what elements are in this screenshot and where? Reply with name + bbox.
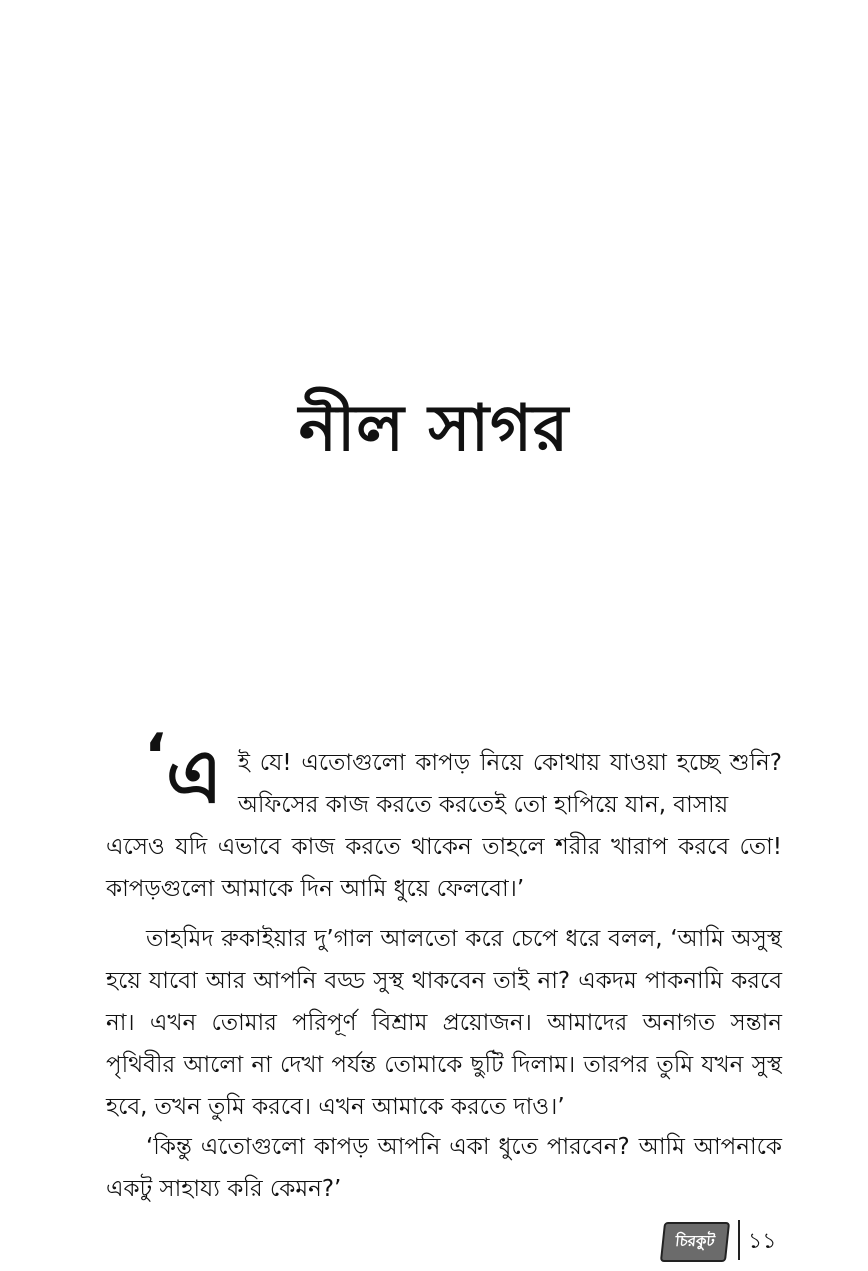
opening-paragraph-indented-lines <box>238 742 782 826</box>
text-line: অফিসের কাজ করতে করতেই তো হাপিয়ে যান, বাসায় <box>238 792 729 818</box>
paragraph-2 <box>106 918 782 1128</box>
footer-divider <box>738 1220 740 1260</box>
opening-quote-mark: ‘ <box>144 721 167 791</box>
text-line: হয়ে যাবো আর আপনি বড্ড সুস্থ থাকবেন তাই না? একদম পাকনামি করবে <box>106 968 782 994</box>
drop-cap-block <box>144 721 236 824</box>
page-number: ১১ <box>748 1229 777 1254</box>
publisher-logo-text: চিরকুট <box>674 1231 716 1250</box>
text-line: কাপড়গুলো আমাকে দিন আমি ধুয়ে ফেলবো।’ <box>106 876 525 902</box>
text-line: পৃথিবীর আলো না দেখা পর্যন্ত তোমাকে ছুটি দিলাম। তারপর তুমি যখন সুস্থ <box>106 1052 782 1078</box>
drop-cap-letter: এ <box>166 734 223 820</box>
text-line: এসেও যদি এভাবে কাজ করতে থাকেন তাহলে শরীর খারাপ করবে তো! <box>106 834 782 860</box>
text-line: ‘কিন্তু এতোগুলো কাপড় আপনি একা ধুতে পারবেন? আমি আপনাকে <box>146 1134 782 1160</box>
opening-paragraph-full-lines <box>106 826 782 910</box>
text-line: তাহমিদ রুকাইয়ার দু’গাল আলতো করে চেপে ধরে বলল, ‘আমি অসুস্থ <box>146 926 782 952</box>
chapter-title: নীল সাগর <box>298 392 570 466</box>
text-line: না। এখন তোমার পরিপূর্ণ বিশ্রাম প্রয়োজন। আমাদের অনাগত সন্তান <box>106 1010 782 1036</box>
page-footer <box>662 1218 782 1262</box>
text-line: ই যে! এতোগুলো কাপড় নিয়ে কোথায় যাওয়া হচ্ছে শুনি? <box>238 750 782 776</box>
publisher-logo <box>660 1222 730 1262</box>
paragraph-3 <box>106 1126 782 1210</box>
text-line: একটু সাহায্য করি কেমন?’ <box>106 1176 342 1202</box>
text-line: হবে, তখন তুমি করবে। এখন আমাকে করতে দাও।’ <box>106 1094 565 1120</box>
